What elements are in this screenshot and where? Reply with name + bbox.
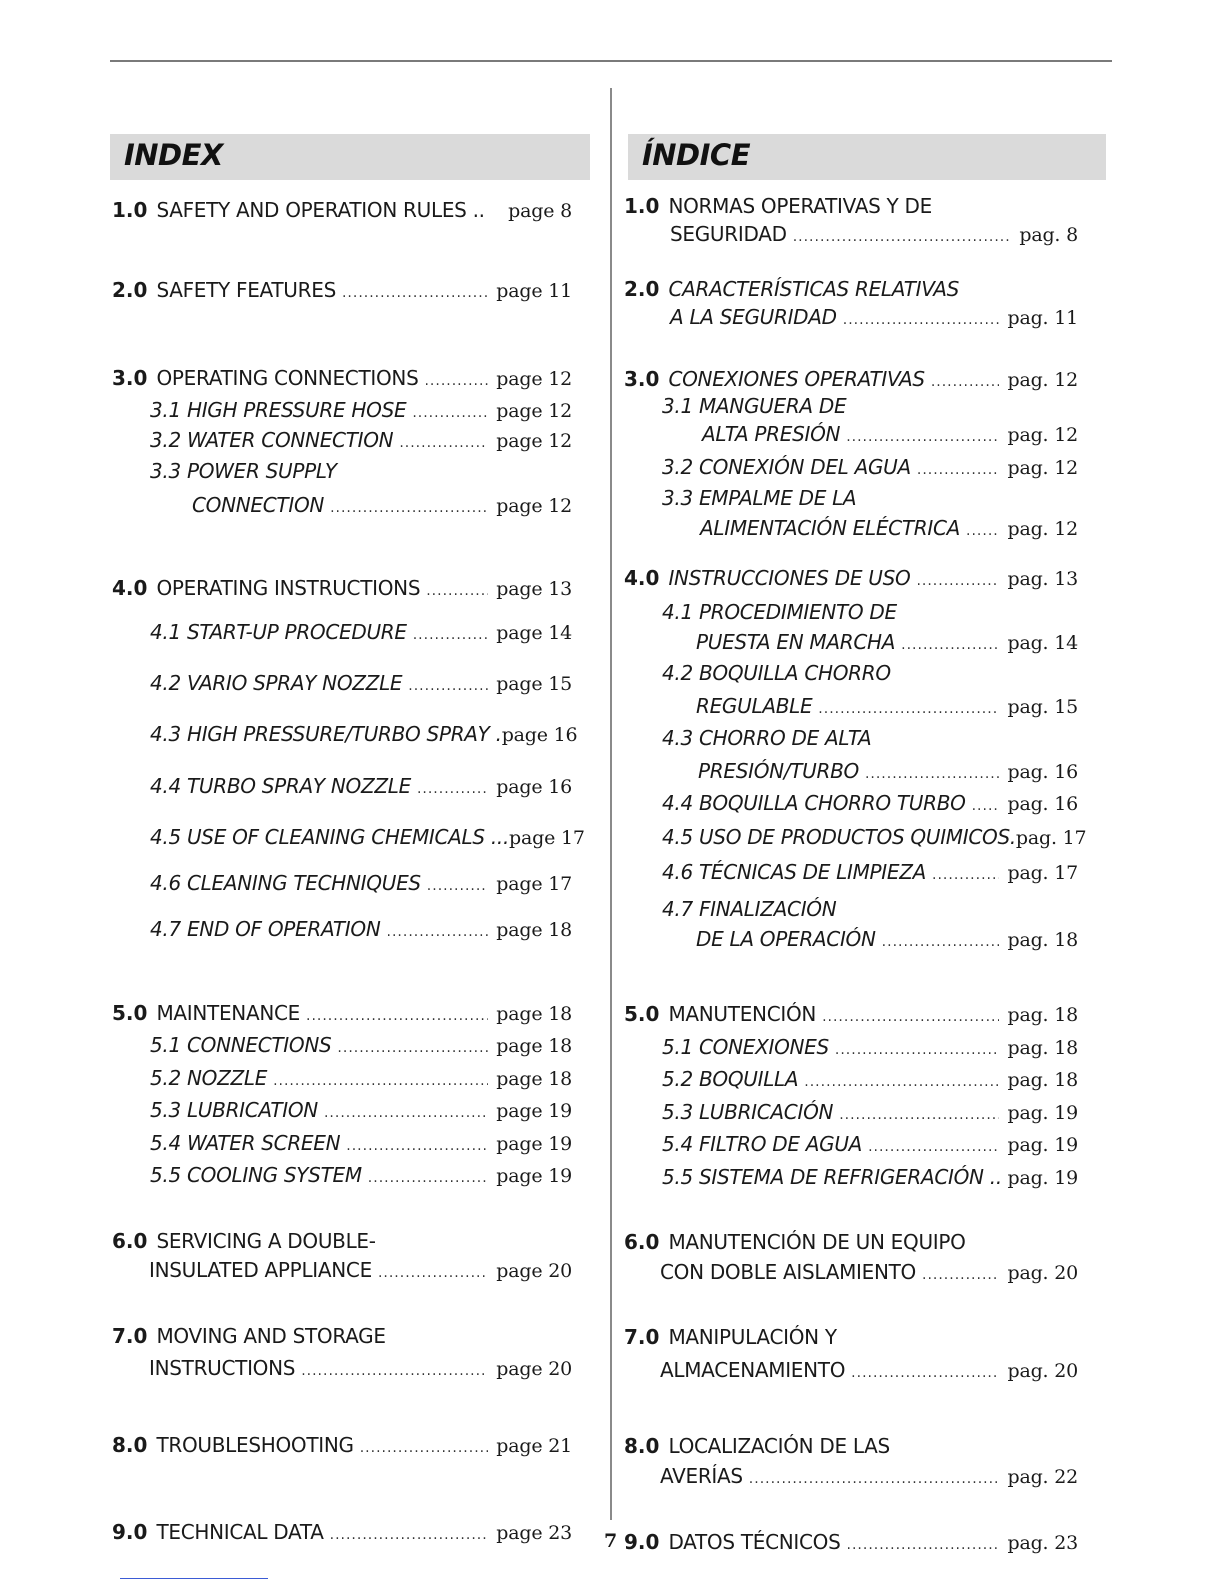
section-title: 4.2 VARIO SPRAY NOZZLE xyxy=(150,671,403,695)
section-title: 4.5 USE OF CLEANING CHEMICALS ... xyxy=(150,825,510,849)
page-reference: page 16 xyxy=(496,776,572,798)
toc-entry xyxy=(662,860,1078,884)
toc-entry xyxy=(670,222,1078,246)
toc-entry xyxy=(150,671,572,695)
dot-leader xyxy=(822,1009,999,1025)
section-title: ALMACENAMIENTO xyxy=(660,1358,846,1382)
dot-leader xyxy=(427,878,488,894)
toc-entry xyxy=(662,1035,1078,1059)
page-reference: pag. 13 xyxy=(1007,568,1078,590)
toc-entry xyxy=(662,1165,1078,1189)
section-title: 4.7 END OF OPERATION xyxy=(150,917,381,941)
page-reference: pag. 20 xyxy=(1007,1262,1078,1284)
dot-leader xyxy=(273,1073,488,1089)
dot-leader xyxy=(846,429,999,445)
section-number: 3.0 xyxy=(112,366,148,390)
section-title: 3.1 MANGUERA DE xyxy=(662,394,847,418)
dot-leader xyxy=(932,867,999,883)
section-title: 5.5 COOLING SYSTEM xyxy=(150,1163,362,1187)
toc-entry xyxy=(112,576,572,600)
dot-leader xyxy=(378,1265,488,1281)
section-title: 5.5 SISTEMA DE REFRIGERACIÓN .. xyxy=(662,1165,1002,1189)
section-title: AVERÍAS xyxy=(660,1464,743,1488)
dot-leader xyxy=(922,1267,999,1283)
section-title: CON DOBLE AISLAMIENTO xyxy=(660,1260,916,1284)
page-reference: page 15 xyxy=(496,673,572,695)
page-reference: pag. 23 xyxy=(1007,1532,1078,1554)
page-reference: page 20 xyxy=(496,1358,572,1380)
toc-entry xyxy=(662,661,1078,685)
section-title: CONNECTION xyxy=(192,493,325,517)
toc-entry xyxy=(702,422,1078,446)
dot-leader xyxy=(413,627,489,643)
dot-leader xyxy=(901,637,999,653)
dot-leader xyxy=(847,1537,1000,1553)
dot-leader xyxy=(424,373,488,389)
section-number: 2.0 xyxy=(112,278,148,302)
dot-leader xyxy=(426,583,488,599)
toc-entry xyxy=(700,516,1078,540)
page-reference: page 13 xyxy=(496,578,572,600)
section-title: 4.6 CLEANING TECHNIQUES xyxy=(150,871,421,895)
section-title: 5.2 NOZZLE xyxy=(150,1066,268,1090)
section-title: PUESTA EN MARCHA xyxy=(696,630,896,654)
dot-leader xyxy=(868,1139,999,1155)
section-title: 4.2 BOQUILLA CHORRO xyxy=(662,661,891,685)
toc-entry xyxy=(662,1132,1078,1156)
dot-leader xyxy=(346,1138,488,1154)
page-reference: pag. 12 xyxy=(1007,518,1078,540)
page-reference: page 19 xyxy=(496,1100,572,1122)
toc-entry xyxy=(696,630,1078,654)
toc-entry xyxy=(670,305,1078,329)
toc-entry xyxy=(624,566,1078,590)
dot-leader xyxy=(306,1008,488,1024)
section-title: MANUTENCIÓN xyxy=(668,1002,817,1026)
dot-leader xyxy=(387,924,489,940)
page-reference: pag. 15 xyxy=(1007,696,1078,718)
toc-entry xyxy=(662,394,1078,418)
page-reference: page 12 xyxy=(496,368,572,390)
section-title: CARACTERÍSTICAS RELATIVAS xyxy=(668,277,960,301)
section-title: 5.4 WATER SCREEN xyxy=(150,1131,341,1155)
page-reference: pag. 11 xyxy=(1007,307,1078,329)
section-title: MOVING AND STORAGE xyxy=(156,1324,386,1348)
toc-entry xyxy=(660,1260,1078,1284)
page-reference: page 23 xyxy=(496,1522,572,1544)
toc-entry xyxy=(624,1002,1078,1026)
toc-entry xyxy=(662,600,1078,624)
dot-leader xyxy=(865,766,1000,782)
dot-leader xyxy=(972,798,1000,814)
page-reference: pag. 19 xyxy=(1007,1134,1078,1156)
toc-entry xyxy=(112,366,572,390)
toc-entry xyxy=(150,620,572,644)
page-reference: pag. 18 xyxy=(1007,1037,1078,1059)
section-title: ALIMENTACIÓN ELÉCTRICA xyxy=(700,516,961,540)
section-title: 4.5 USO DE PRODUCTOS QUIMICOS. xyxy=(662,825,1016,849)
section-title: OPERATING CONNECTIONS xyxy=(156,366,419,390)
page-reference: page 16 xyxy=(501,724,578,746)
underline-artifact xyxy=(120,1578,268,1579)
section-title: INSTRUCTIONS xyxy=(149,1356,296,1380)
dot-leader xyxy=(851,1365,999,1381)
page-reference: page 14 xyxy=(496,622,572,644)
dot-leader xyxy=(342,285,488,301)
dot-leader xyxy=(412,405,488,421)
dot-leader xyxy=(324,1105,488,1121)
section-number: 1.0 xyxy=(112,198,148,222)
section-title: 3.3 EMPALME DE LA xyxy=(662,486,857,510)
section-title: INSTRUCCIONES DE USO xyxy=(668,566,911,590)
dot-leader xyxy=(360,1440,489,1456)
page-reference: pag. 19 xyxy=(1007,1167,1078,1189)
indice-title: ÍNDICE xyxy=(642,138,751,172)
section-title: DE LA OPERACIÓN xyxy=(696,927,876,951)
toc-entry xyxy=(662,1100,1078,1124)
index-spanish xyxy=(612,0,1225,1585)
section-title: NORMAS OPERATIVAS Y DE xyxy=(668,194,932,218)
toc-entry xyxy=(112,1229,572,1253)
toc-entry xyxy=(624,277,1078,301)
page-reference: page 21 xyxy=(496,1435,572,1457)
toc-entry xyxy=(112,198,572,222)
toc-entry xyxy=(662,726,1078,750)
index-english xyxy=(0,0,610,1585)
section-title: 4.4 BOQUILLA CHORRO TURBO xyxy=(662,791,966,815)
toc-entry xyxy=(150,1066,572,1090)
page-reference: pag. 12 xyxy=(1007,457,1078,479)
toc-entry xyxy=(662,486,1078,510)
section-number: 8.0 xyxy=(624,1434,660,1458)
dot-leader xyxy=(330,1527,489,1543)
dot-leader xyxy=(399,435,488,451)
section-number: 6.0 xyxy=(112,1229,148,1253)
section-title: CONEXIONES OPERATIVAS xyxy=(668,367,925,391)
toc-entry xyxy=(149,1258,572,1282)
dot-leader xyxy=(839,1107,999,1123)
toc-entry xyxy=(150,1163,572,1187)
toc-entry xyxy=(150,825,585,849)
section-title: ALTA PRESIÓN xyxy=(702,422,841,446)
section-title: 3.2 WATER CONNECTION xyxy=(150,428,394,452)
section-title: 3.1 HIGH PRESSURE HOSE xyxy=(150,398,407,422)
section-title: A LA SEGURIDAD xyxy=(670,305,837,329)
toc-entry xyxy=(150,722,578,746)
section-title: SAFETY AND OPERATION RULES .. xyxy=(156,198,485,222)
page-reference: pag. 18 xyxy=(1007,1004,1078,1026)
page-reference: pag. 22 xyxy=(1007,1466,1078,1488)
page-reference: pag. 17 xyxy=(1015,827,1087,849)
toc-entry xyxy=(112,1001,572,1025)
dot-leader xyxy=(330,500,488,516)
section-title: INSULATED APPLIANCE xyxy=(149,1258,372,1282)
toc-entry xyxy=(624,367,1078,391)
page-reference: pag. 18 xyxy=(1007,929,1078,951)
index-banner xyxy=(110,134,590,180)
page-reference: page 18 xyxy=(496,919,572,941)
section-title: REGULABLE xyxy=(696,694,813,718)
toc-entry xyxy=(660,1358,1078,1382)
toc-entry xyxy=(112,1433,572,1457)
page-reference: pag. 8 xyxy=(1019,224,1078,246)
dot-leader xyxy=(804,1074,999,1090)
page-reference: pag. 12 xyxy=(1007,369,1078,391)
section-number: 1.0 xyxy=(624,194,660,218)
section-number: 3.0 xyxy=(624,367,660,391)
toc-entry xyxy=(662,825,1087,849)
section-number: 5.0 xyxy=(624,1002,660,1026)
section-number: 9.0 xyxy=(112,1520,148,1544)
section-title: 4.3 HIGH PRESSURE/TURBO SPRAY . xyxy=(150,722,502,746)
section-title: SAFETY FEATURES xyxy=(156,278,336,302)
page-number: 7 xyxy=(604,1530,618,1552)
toc-entry xyxy=(662,897,1078,921)
dot-leader xyxy=(793,229,1012,245)
dot-leader xyxy=(917,462,1000,478)
toc-entry xyxy=(150,917,572,941)
dot-leader xyxy=(835,1042,1000,1058)
section-number: 4.0 xyxy=(624,566,660,590)
page-reference: pag. 17 xyxy=(1007,862,1078,884)
dot-leader xyxy=(408,678,488,694)
section-number: 5.0 xyxy=(112,1001,148,1025)
toc-entry xyxy=(150,1131,572,1155)
toc-entry xyxy=(150,774,572,798)
toc-entry xyxy=(150,428,572,452)
page-reference: page 8 xyxy=(508,200,572,222)
toc-entry xyxy=(112,278,572,302)
toc-entry xyxy=(150,398,572,422)
toc-entry xyxy=(624,1230,1078,1254)
section-number: 4.0 xyxy=(112,576,148,600)
section-title: 4.1 PROCEDIMIENTO DE xyxy=(662,600,897,624)
section-title: 5.3 LUBRICATION xyxy=(150,1098,318,1122)
index-title: INDEX xyxy=(124,138,223,172)
section-title: 5.2 BOQUILLA xyxy=(662,1067,799,1091)
section-number: 9.0 xyxy=(624,1530,660,1554)
page-reference: pag. 19 xyxy=(1007,1102,1078,1124)
toc-entry xyxy=(624,1530,1078,1554)
dot-leader xyxy=(368,1170,488,1186)
page-reference: page 12 xyxy=(496,495,572,517)
section-title: TROUBLESHOOTING xyxy=(156,1433,354,1457)
toc-entry xyxy=(150,1098,572,1122)
section-title: MANUTENCIÓN DE UN EQUIPO xyxy=(668,1230,966,1254)
section-title: 4.4 TURBO SPRAY NOZZLE xyxy=(150,774,411,798)
section-title: 3.2 CONEXIÓN DEL AGUA xyxy=(662,455,911,479)
page-reference: page 18 xyxy=(496,1003,572,1025)
toc-entry xyxy=(662,791,1078,815)
dot-leader xyxy=(818,701,999,717)
page-reference: pag. 12 xyxy=(1007,424,1078,446)
dot-leader xyxy=(417,781,488,797)
section-number: 8.0 xyxy=(112,1433,148,1457)
dot-leader xyxy=(749,1471,1000,1487)
dot-leader xyxy=(916,573,999,589)
dot-leader xyxy=(931,374,1000,390)
section-title: 4.6 TÉCNICAS DE LIMPIEZA xyxy=(662,860,927,884)
toc-entry xyxy=(149,1356,572,1380)
toc-entry xyxy=(660,1464,1078,1488)
toc-entry xyxy=(662,1067,1078,1091)
toc-entry xyxy=(112,1324,572,1348)
section-title: 4.7 FINALIZACIÓN xyxy=(662,897,837,921)
toc-entry xyxy=(150,459,572,483)
dot-leader xyxy=(966,523,999,539)
page-reference: page 11 xyxy=(496,280,572,302)
toc-entry xyxy=(662,455,1078,479)
toc-entry xyxy=(696,694,1078,718)
page-reference: pag. 16 xyxy=(1007,793,1078,815)
page-reference: page 18 xyxy=(496,1035,572,1057)
page-reference: pag. 20 xyxy=(1007,1360,1078,1382)
section-title: SERVICING A DOUBLE- xyxy=(156,1229,376,1253)
page-reference: page 12 xyxy=(496,400,572,422)
section-title: MANIPULACIÓN Y xyxy=(668,1325,837,1349)
page-reference: page 12 xyxy=(496,430,572,452)
section-title: OPERATING INSTRUCTIONS xyxy=(156,576,421,600)
dot-leader xyxy=(882,934,1000,950)
page-reference: page 20 xyxy=(496,1260,572,1282)
page-reference: page 17 xyxy=(496,873,572,895)
indice-banner xyxy=(628,134,1106,180)
section-title: SEGURIDAD xyxy=(670,222,787,246)
section-title: 4.1 START-UP PROCEDURE xyxy=(150,620,407,644)
dot-leader xyxy=(301,1363,488,1379)
page-reference: page 19 xyxy=(496,1133,572,1155)
page-reference: pag. 16 xyxy=(1007,761,1078,783)
section-number: 6.0 xyxy=(624,1230,660,1254)
toc-entry xyxy=(624,1434,1078,1458)
section-title: TECHNICAL DATA xyxy=(156,1520,324,1544)
section-title: 5.3 LUBRICACIÓN xyxy=(662,1100,834,1124)
section-title: 5.1 CONNECTIONS xyxy=(150,1033,332,1057)
section-number: 2.0 xyxy=(624,277,660,301)
page-reference: pag. 14 xyxy=(1007,632,1078,654)
section-number: 7.0 xyxy=(624,1325,660,1349)
section-number: 7.0 xyxy=(112,1324,148,1348)
page-reference: page 18 xyxy=(496,1068,572,1090)
section-title: 4.3 CHORRO DE ALTA xyxy=(662,726,872,750)
section-title: 5.4 FILTRO DE AGUA xyxy=(662,1132,863,1156)
section-title: DATOS TÉCNICOS xyxy=(668,1530,841,1554)
toc-entry xyxy=(150,1033,572,1057)
section-title: 5.1 CONEXIONES xyxy=(662,1035,829,1059)
toc-entry xyxy=(112,1520,572,1544)
page-reference: page 19 xyxy=(496,1165,572,1187)
section-title: LOCALIZACIÓN DE LAS xyxy=(668,1434,890,1458)
page-reference: page 17 xyxy=(509,827,585,849)
toc-entry xyxy=(698,759,1078,783)
dot-leader xyxy=(337,1040,488,1056)
toc-entry xyxy=(696,927,1078,951)
toc-entry xyxy=(192,493,572,517)
section-title: 3.3 POWER SUPPLY xyxy=(150,459,337,483)
dot-leader xyxy=(843,312,1000,328)
section-title: PRESIÓN/TURBO xyxy=(698,759,859,783)
toc-entry xyxy=(624,194,1078,218)
section-title: MAINTENANCE xyxy=(156,1001,300,1025)
toc-entry xyxy=(150,871,572,895)
page-reference: pag. 18 xyxy=(1007,1069,1078,1091)
toc-entry xyxy=(624,1325,1078,1349)
